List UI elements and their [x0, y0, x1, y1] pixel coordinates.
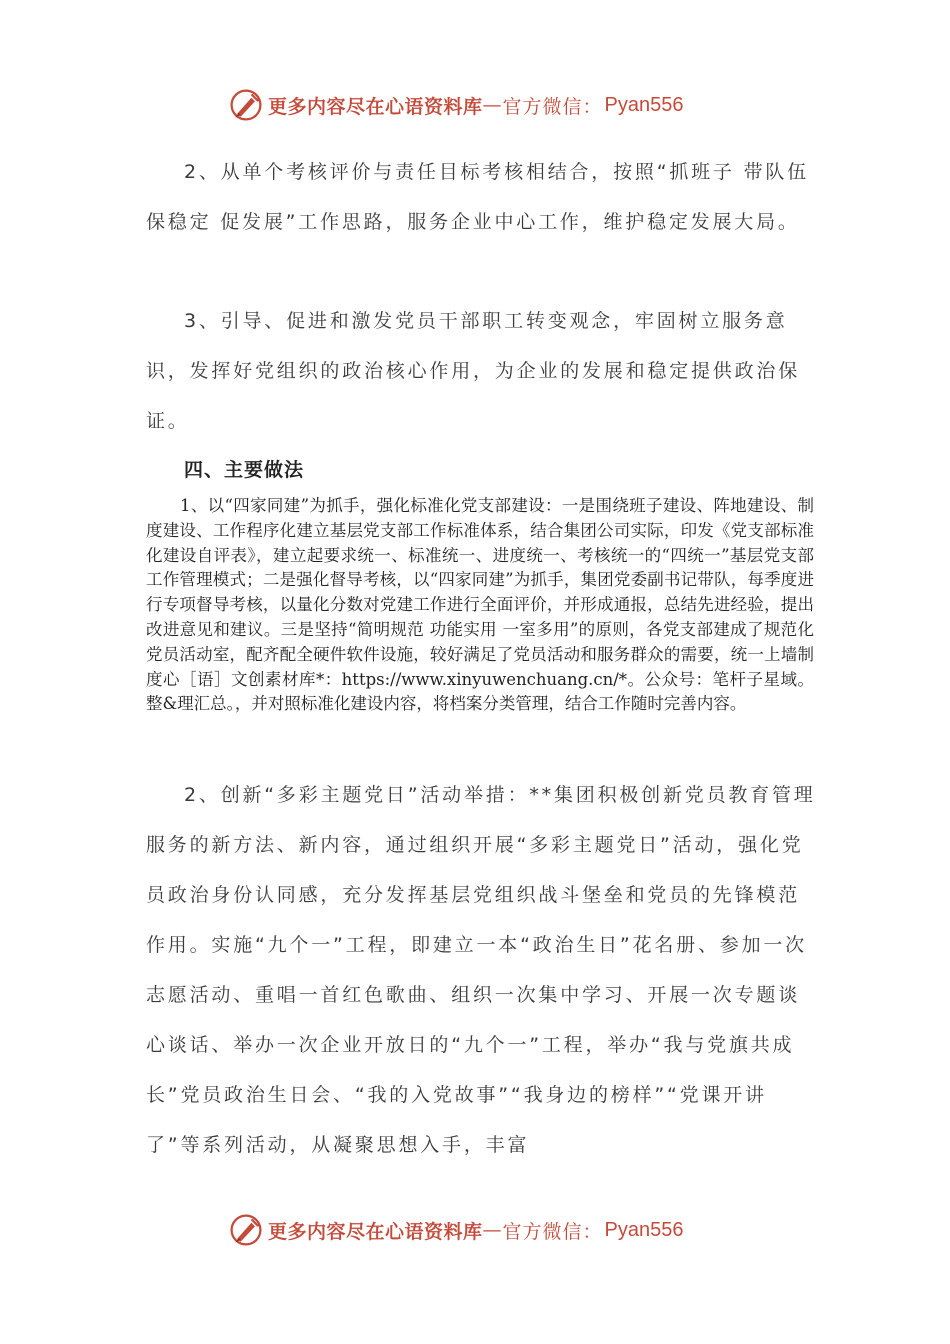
- paragraph-item-3: 3、引导、促进和激发党员干部职工转变观念，牢固树立服务意识，发挥好党组织的政治核心作用，为企业的发展和稳定提供政治保证。: [146, 310, 801, 432]
- watermark-main-text: 更多内容尽在心语资料库: [268, 1220, 483, 1243]
- section-heading-main-methods: 四、主要做法: [184, 459, 305, 481]
- watermark-dash: —: [482, 94, 503, 116]
- paragraph-method-2: 2、创新“多彩主题党日”活动举措：**集团积极创新党员教育管理服务的新方法、新内容，通过组织开展“多彩主题党日”活动，强化党员政治身份认同感，充分发挥基层党组织战斗堡垒和党员的先锋模范作用。实施“九个一”工程，即建立一本“政治生日”花名册、参加一次志愿活动、重唱一首红色歌曲、组织一次集中学习、开展一次专题谈心谈话、举办一次企业开放日的“九个一”工程，举办“我与党旗共成长”党员政治生日会、“我的入党故事”“我身边的榜样”“党课开讲了”等系列活动，从凝聚思想入手，丰富: [146, 784, 816, 1156]
- watermark-sub-text: 官方微信：: [502, 1220, 603, 1243]
- paragraph-method-1: 1、以“四家同建”为抓手，强化标准化党支部建设：一是围绕班子建设、阵地建设、制度建设、工作程序化建立基层党支部工作标准体系，结合集团公司实际，印发《党支部标准化建设自评表》，建立起要求统一、标准统一、进度统一、考核统一的“四统一”基层党支部工作管理模式；二是强化督导考核，以“四家同建”为抓手，集团党委副书记带队，每季度进行专项督导考核，以量化分数对党建工作进行全面评价，并形成通报，总结先进经验，提出改进意见和建议。三是坚持“简明规范 功能实用 一室多用”的原则，各党支部建成了规范化党员活动室，配齐配全硬件软件设施，较好满足了党员活动和服务群众的需要，统一上墙制度心［语］文创素材库*：https://www.xinyuwenchuang.cn/*。公众号：笔杆子星域。整&理汇总。，并对照标准化建设内容，将档案分类管理，结合工作随时完善内容。: [146, 496, 814, 714]
- watermark-banner-bottom: [228, 1210, 684, 1250]
- pen-nib-logo-icon: [228, 87, 264, 123]
- watermark-sub-text: 官方微信：: [502, 95, 603, 118]
- watermark-main-text: 更多内容尽在心语资料库: [268, 95, 483, 118]
- watermark-wechat-id: Pyan556: [604, 93, 684, 116]
- paragraph-item-2: 2、从单个考核评价与责任目标考核相结合，按照“抓班子 带队伍 保稳定 促发展”工作思路，服务企业中心工作，维护稳定发展大局。: [146, 161, 809, 233]
- pen-nib-logo-icon: [228, 1212, 264, 1248]
- watermark-dash: —: [482, 1219, 503, 1241]
- watermark-banner-top: [228, 85, 684, 125]
- watermark-wechat-id: Pyan556: [604, 1218, 684, 1241]
